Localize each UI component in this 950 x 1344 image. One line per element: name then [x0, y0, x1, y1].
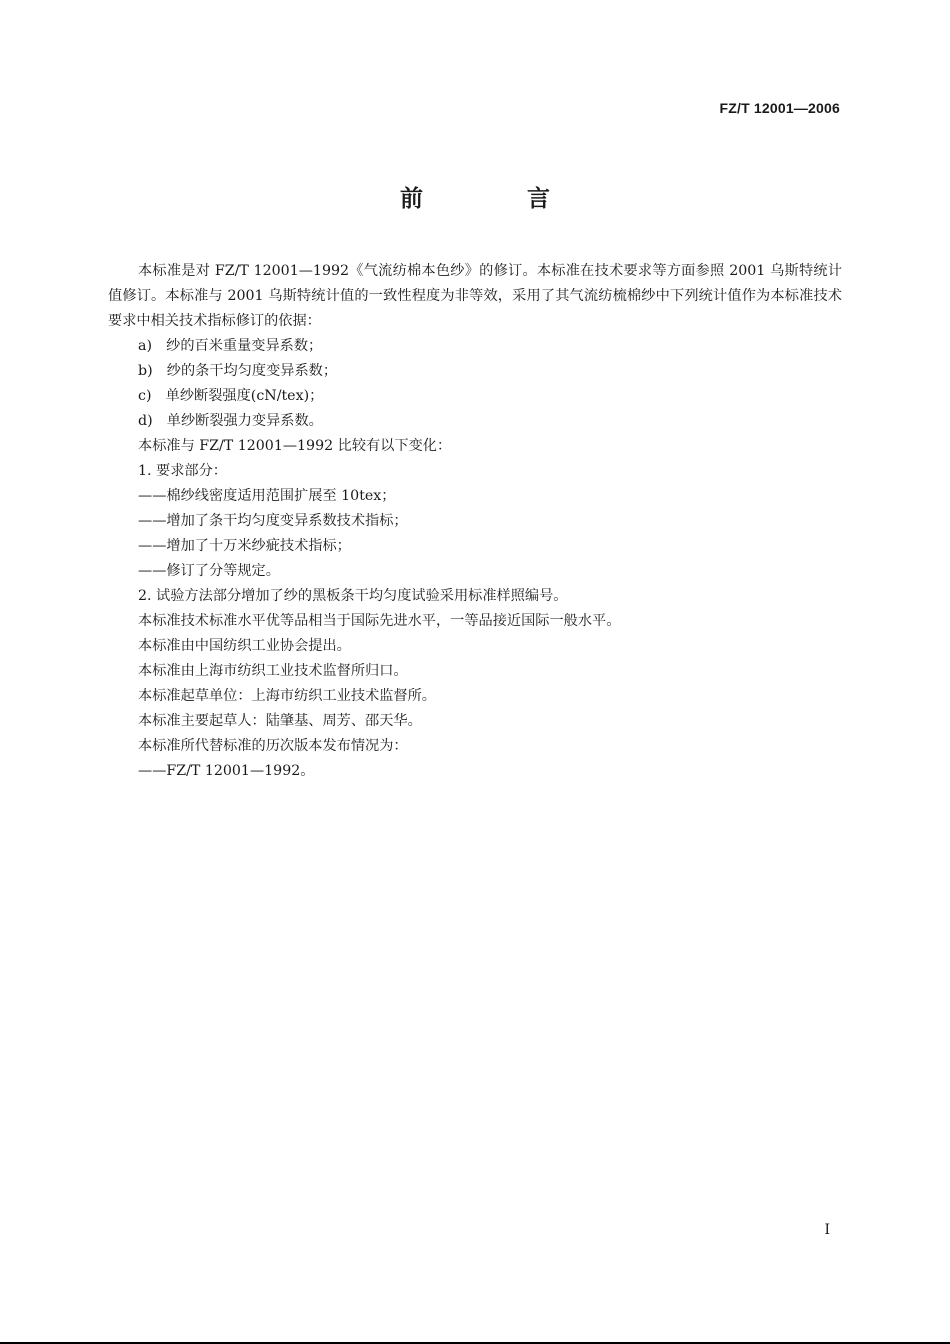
proposed-by: 本标准由中国纺织工业协会提出。 — [138, 638, 351, 654]
item-b: b) 纱的条干均匀度变异系数； — [138, 363, 338, 379]
standard-code: FZ/T 12001—2006 — [719, 100, 840, 116]
technical-level-statement: 本标准技术标准水平优等品相当于国际先进水平，一等品接近国际一般水平。 — [138, 613, 621, 629]
change-item-2: ——增加了条干均匀度变异系数技术指标； — [138, 513, 408, 529]
previous-edition-item: ——FZ/T 12001—1992。 — [138, 763, 315, 779]
requirements-heading: 1. 要求部分： — [138, 463, 227, 479]
document-body — [108, 259, 842, 784]
item-d: d) 单纱断裂强力变异系数。 — [138, 413, 323, 429]
page-number: I — [824, 1222, 830, 1238]
change-item-3: ——增加了十万米纱疵技术指标； — [138, 538, 351, 554]
item-c: c) 单纱断裂强度(cN/tex)； — [138, 388, 324, 404]
change-item-1: ——棉纱线密度适用范围扩展至 10tex； — [138, 488, 396, 504]
test-methods-change: 2. 试验方法部分增加了纱的黑板条干均匀度试验采用标准样照编号。 — [138, 588, 568, 604]
previous-editions-intro: 本标准所代替标准的历次版本发布情况为： — [138, 738, 408, 754]
main-drafters: 本标准主要起草人：陆肇基、周芳、邵天华。 — [138, 713, 422, 729]
change-item-4: ——修订了分等规定。 — [138, 563, 280, 579]
intro-paragraph: 本标准是对 FZ/T 12001—1992《气流纺棉本色纱》的修订。本标准在技术要求等方面参照 2001 乌斯特统计值修订。本标准与 2001 乌斯特统计值的一致性程度为非等效，采用了其气流纺梳棉纱中下列统计值作为本标准技术要求中相关技术指标修订的依据： — [108, 263, 842, 329]
page-title: 前 言 — [399, 186, 598, 212]
drafting-unit: 本标准起草单位：上海市纺织工业技术监督所。 — [138, 688, 436, 704]
changes-intro: 本标准与 FZ/T 12001—1992 比较有以下变化： — [138, 438, 452, 454]
item-a: a) 纱的百米重量变异系数； — [138, 338, 323, 354]
centralized-by: 本标准由上海市纺织工业技术监督所归口。 — [138, 663, 408, 679]
